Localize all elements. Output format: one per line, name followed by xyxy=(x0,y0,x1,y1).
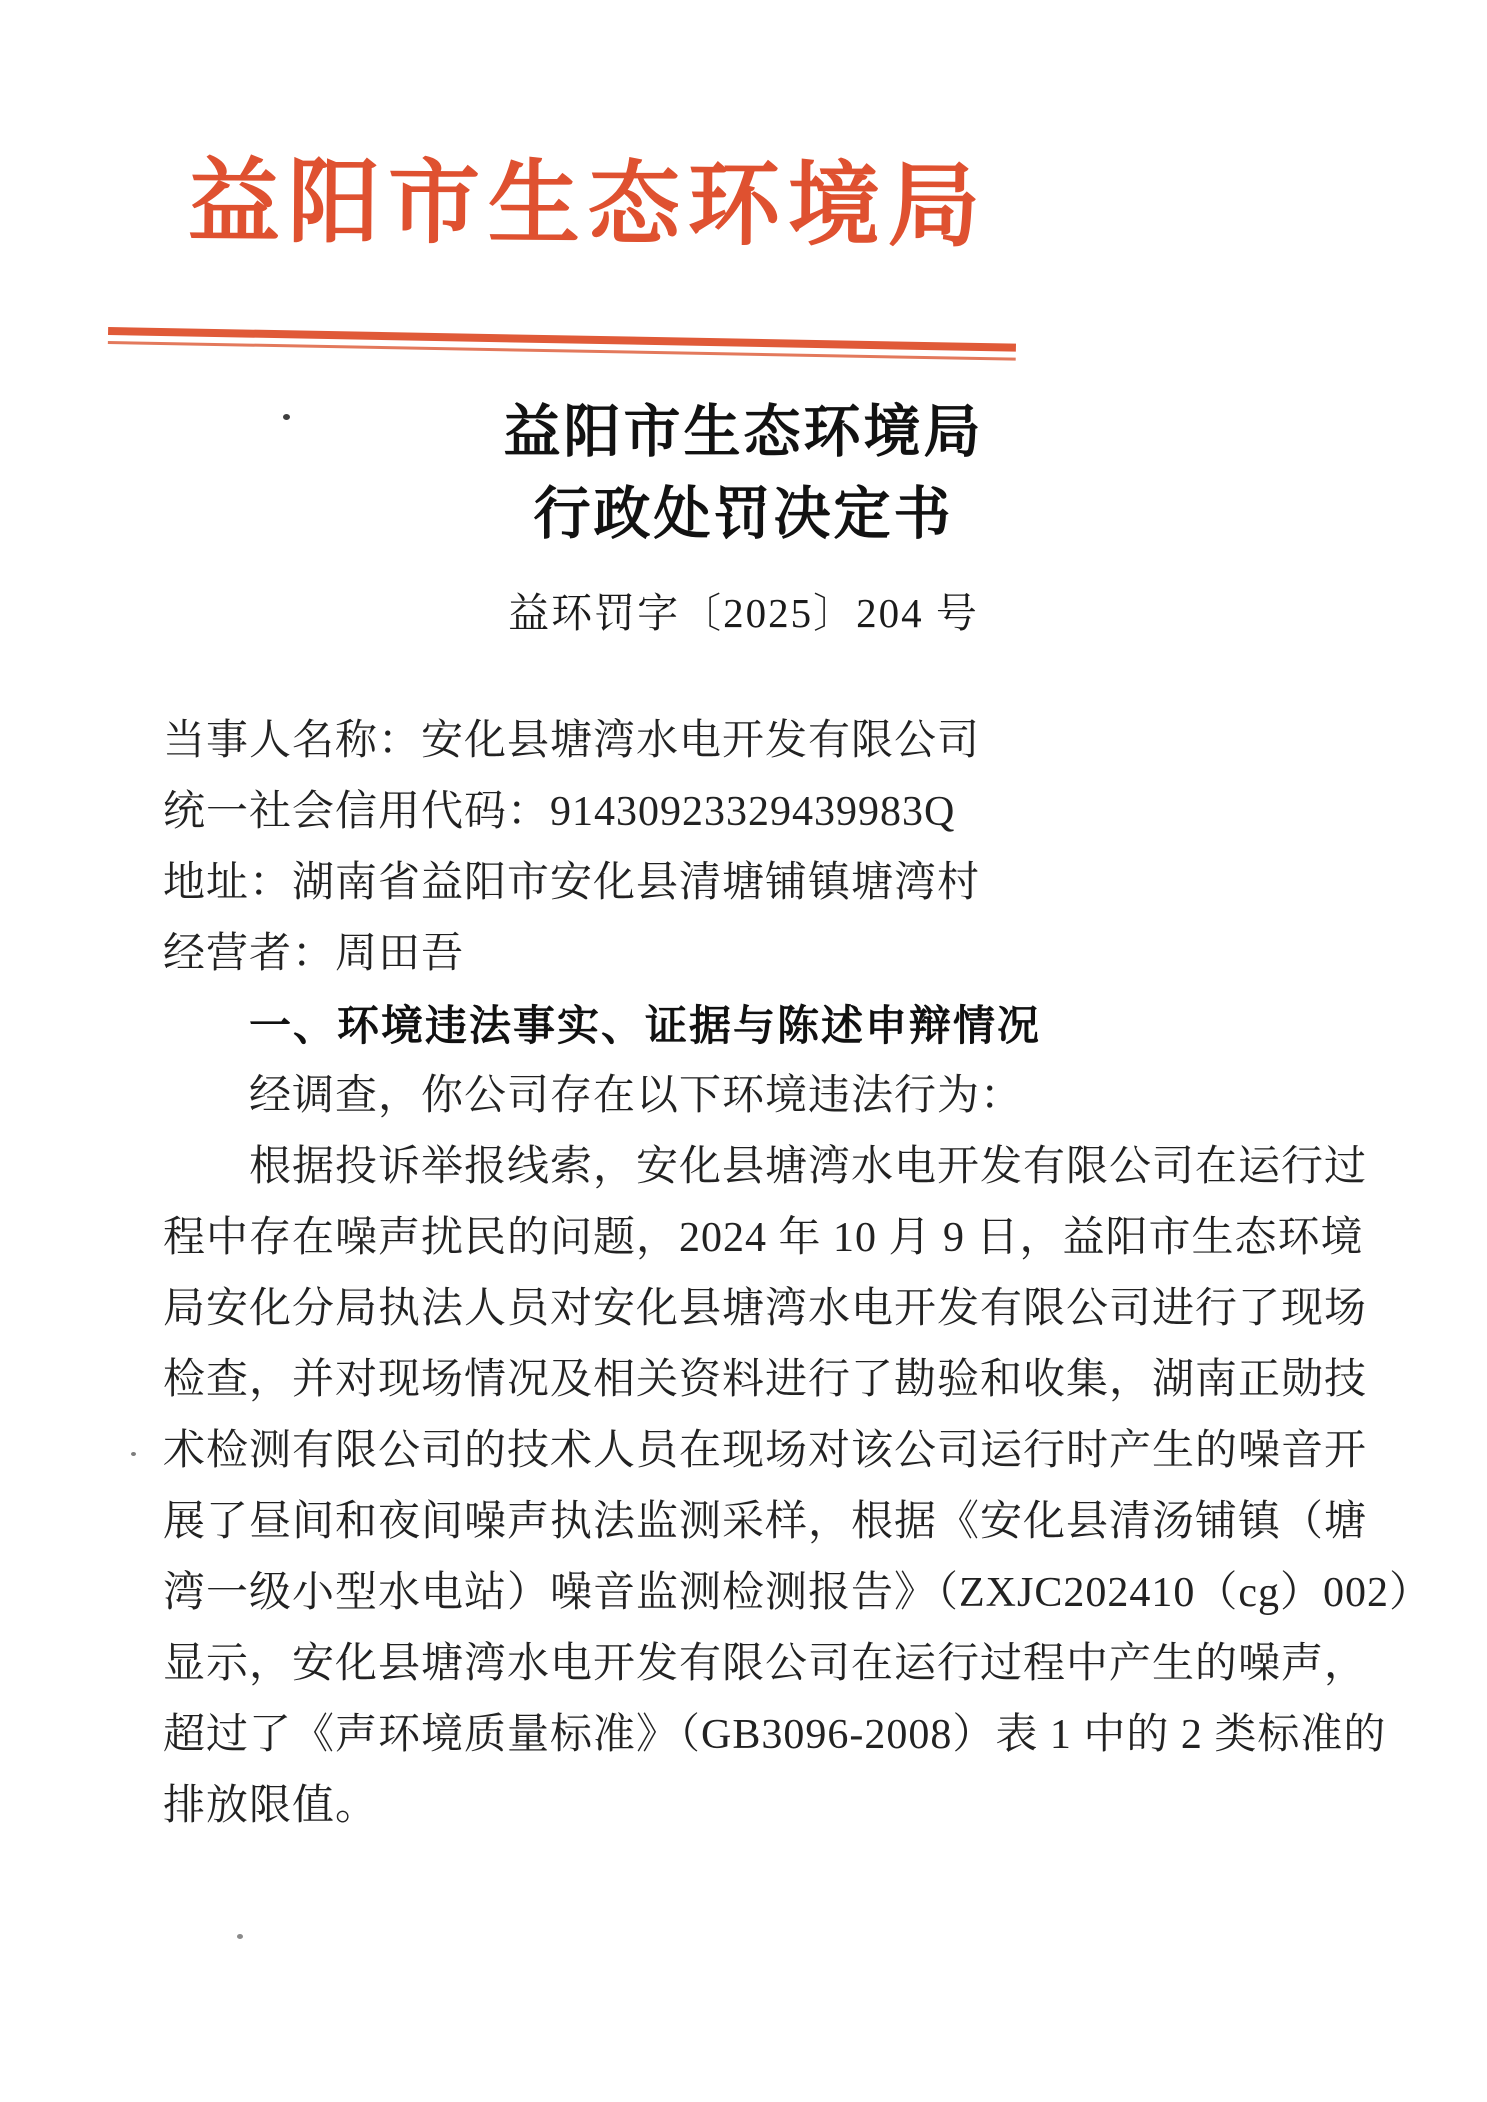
body-line: 局安化分局执法人员对安化县塘湾水电开发有限公司进行了现场 xyxy=(163,1286,1368,1332)
document-title-agency: 益阳市生态环境局 xyxy=(503,401,984,464)
document-body xyxy=(163,706,1432,1842)
body-line: 展了昼间和夜间噪声执法监测采样，根据《安化县清汤铺镇（塘 xyxy=(163,1499,1368,1545)
scan-speck xyxy=(131,1452,136,1456)
body-line: 程中存在噪声扰民的问题，2024 年 10 月 9 日，益阳市生态环境 xyxy=(163,1215,1364,1261)
body-line: 显示，安化县塘湾水电开发有限公司在运行过程中产生的噪声， xyxy=(163,1641,1368,1687)
credit-code-line: 统一社会信用代码：91430923329439983Q xyxy=(163,789,956,835)
party-name-line: 当事人名称：安化县塘湾水电开发有限公司 xyxy=(163,718,981,764)
letterhead-agency-title: 益阳市生态环境局 xyxy=(187,151,989,258)
body-line: 超过了《声环境质量标准》（GB3096-2008）表 1 中的 2 类标准的 xyxy=(163,1712,1387,1758)
scan-speck xyxy=(237,1934,243,1939)
body-line: 排放限值。 xyxy=(163,1783,379,1829)
document-title-type: 行政处罚决定书 xyxy=(533,483,954,546)
body-line: 湾一级小型水电站）噪音监测检测报告》（ZXJC202410（cg）002） xyxy=(163,1570,1432,1616)
body-line: 术检测有限公司的技术人员在现场对该公司运行时产生的噪音开 xyxy=(163,1428,1368,1474)
document-number: 益环罚字〔2025〕204 号 xyxy=(508,590,979,636)
section-heading: 一、环境违法事实、证据与陈述申辩情况 xyxy=(249,1002,1042,1049)
letterhead-double-rule xyxy=(108,327,1016,361)
body-line: 根据投诉举报线索，安化县塘湾水电开发有限公司在运行过 xyxy=(249,1144,1368,1190)
operator-line: 经营者：周田吾 xyxy=(163,931,465,977)
body-line: 经调查，你公司存在以下环境违法行为： xyxy=(249,1073,1024,1119)
body-line: 检查，并对现场情况及相关资料进行了勘验和收集，湖南正勋技 xyxy=(163,1357,1368,1403)
scan-speck xyxy=(283,414,290,420)
address-line: 地址：湖南省益阳市安化县清塘铺镇塘湾村 xyxy=(163,860,981,906)
letterhead-rule-thick xyxy=(108,327,1016,352)
